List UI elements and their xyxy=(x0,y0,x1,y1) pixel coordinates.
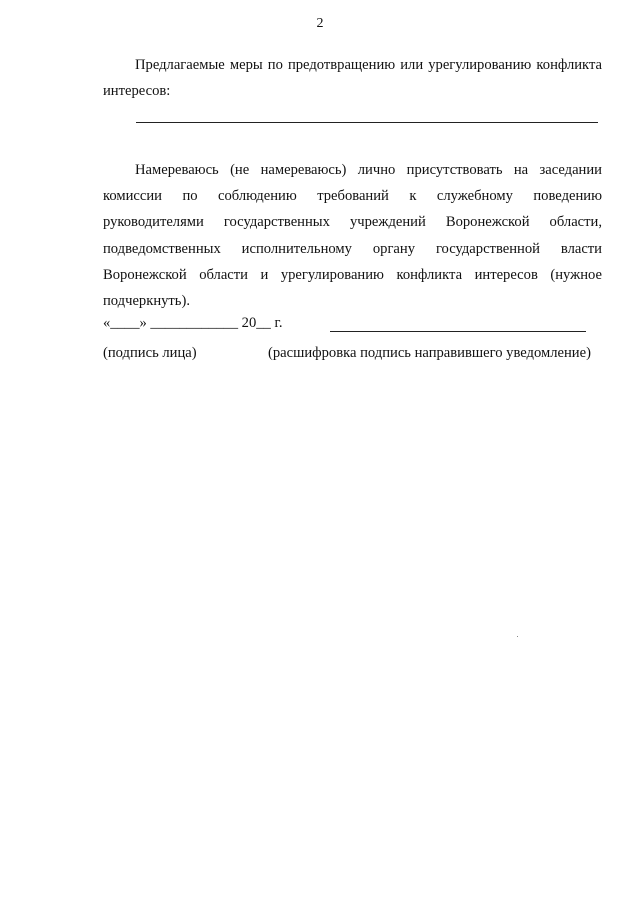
proposed-measures-paragraph xyxy=(103,52,602,104)
attendance-intent-paragraph xyxy=(103,157,602,314)
signature-decoding-caption: (расшифровка подпись направившего уведомление) xyxy=(268,345,591,361)
date-line: «____» ____________ 20__ г. xyxy=(103,315,283,331)
signature-decoding-line xyxy=(330,331,586,332)
page-number: 2 xyxy=(316,16,324,31)
scan-speck xyxy=(517,636,518,637)
attendance-intent-text: Намереваюсь (не намереваюсь) лично присутствовать на заседании комиссии по соблюдению требований к служебному поведению руководителями государственных учреждений Воронежской области, подведомственных исполнительному органу государственной власти Воронежской области и урегулированию конфликта интересов (нужное подчеркнуть). xyxy=(103,162,602,310)
measures-answer-line xyxy=(136,122,598,123)
signature-caption: (подпись лица) xyxy=(103,345,197,361)
proposed-measures-text: Предлагаемые меры по предотвращению или урегулированию конфликта интересов: xyxy=(103,57,602,100)
